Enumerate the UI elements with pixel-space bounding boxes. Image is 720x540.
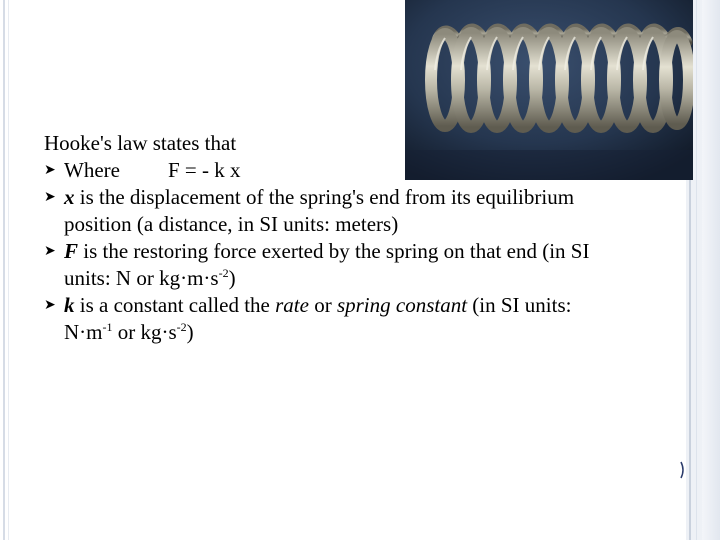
arrow-bullet-icon: ➤	[44, 190, 56, 205]
term-f: F	[64, 239, 79, 263]
bullet-k-cont	[44, 319, 684, 346]
bullet-f-cont	[44, 265, 684, 292]
arrow-bullet-icon: ➤	[44, 298, 56, 313]
bullet-f-close: )	[228, 266, 236, 290]
bullet-f-text1: is the restoring force exerted by the spring on that end (in SI	[78, 239, 590, 263]
bullet-k-sup2: -2	[176, 320, 187, 334]
formula: F = - k x	[167, 158, 241, 182]
bullet-k-text1a: is a constant called the	[74, 293, 276, 317]
bullet-f-sup: -2	[218, 266, 229, 280]
bullet-f	[44, 238, 684, 265]
intro-text: Hooke's law states that	[44, 131, 237, 155]
term-x: x	[64, 185, 75, 209]
bullet-k-or: or	[308, 293, 337, 317]
left-border-line	[3, 0, 5, 540]
bullet-k-text1c: (in SI units:	[467, 293, 572, 317]
bullet-formula	[44, 157, 684, 184]
bullet-f-units: units: N or kg·m·s	[64, 266, 219, 290]
bullet-k-units2: or kg·s	[112, 320, 177, 344]
bullet-x-cont: position (a distance, in SI units: meters)	[64, 212, 399, 236]
bullet-k-spring-constant: spring constant	[336, 293, 468, 317]
bullet-k-rate: rate	[275, 293, 309, 317]
arrow-bullet-icon: ➤	[44, 244, 56, 259]
term-k: k	[64, 293, 75, 317]
slide-body	[44, 130, 684, 346]
bullet-lead: Where	[64, 158, 120, 182]
left-border-line-inner	[8, 0, 9, 540]
arrow-bullet-icon: ➤	[44, 163, 56, 178]
bullet-x	[44, 184, 684, 211]
bullet-k-sup1: -1	[102, 320, 113, 334]
bullet-k-close: )	[186, 320, 194, 344]
bullet-k-units1: N·m	[64, 320, 103, 344]
bullet-x-text1: is the displacement of the spring's end from its equilibrium	[74, 185, 575, 209]
page-edge-mark	[680, 460, 686, 480]
bullet-k	[44, 292, 684, 319]
